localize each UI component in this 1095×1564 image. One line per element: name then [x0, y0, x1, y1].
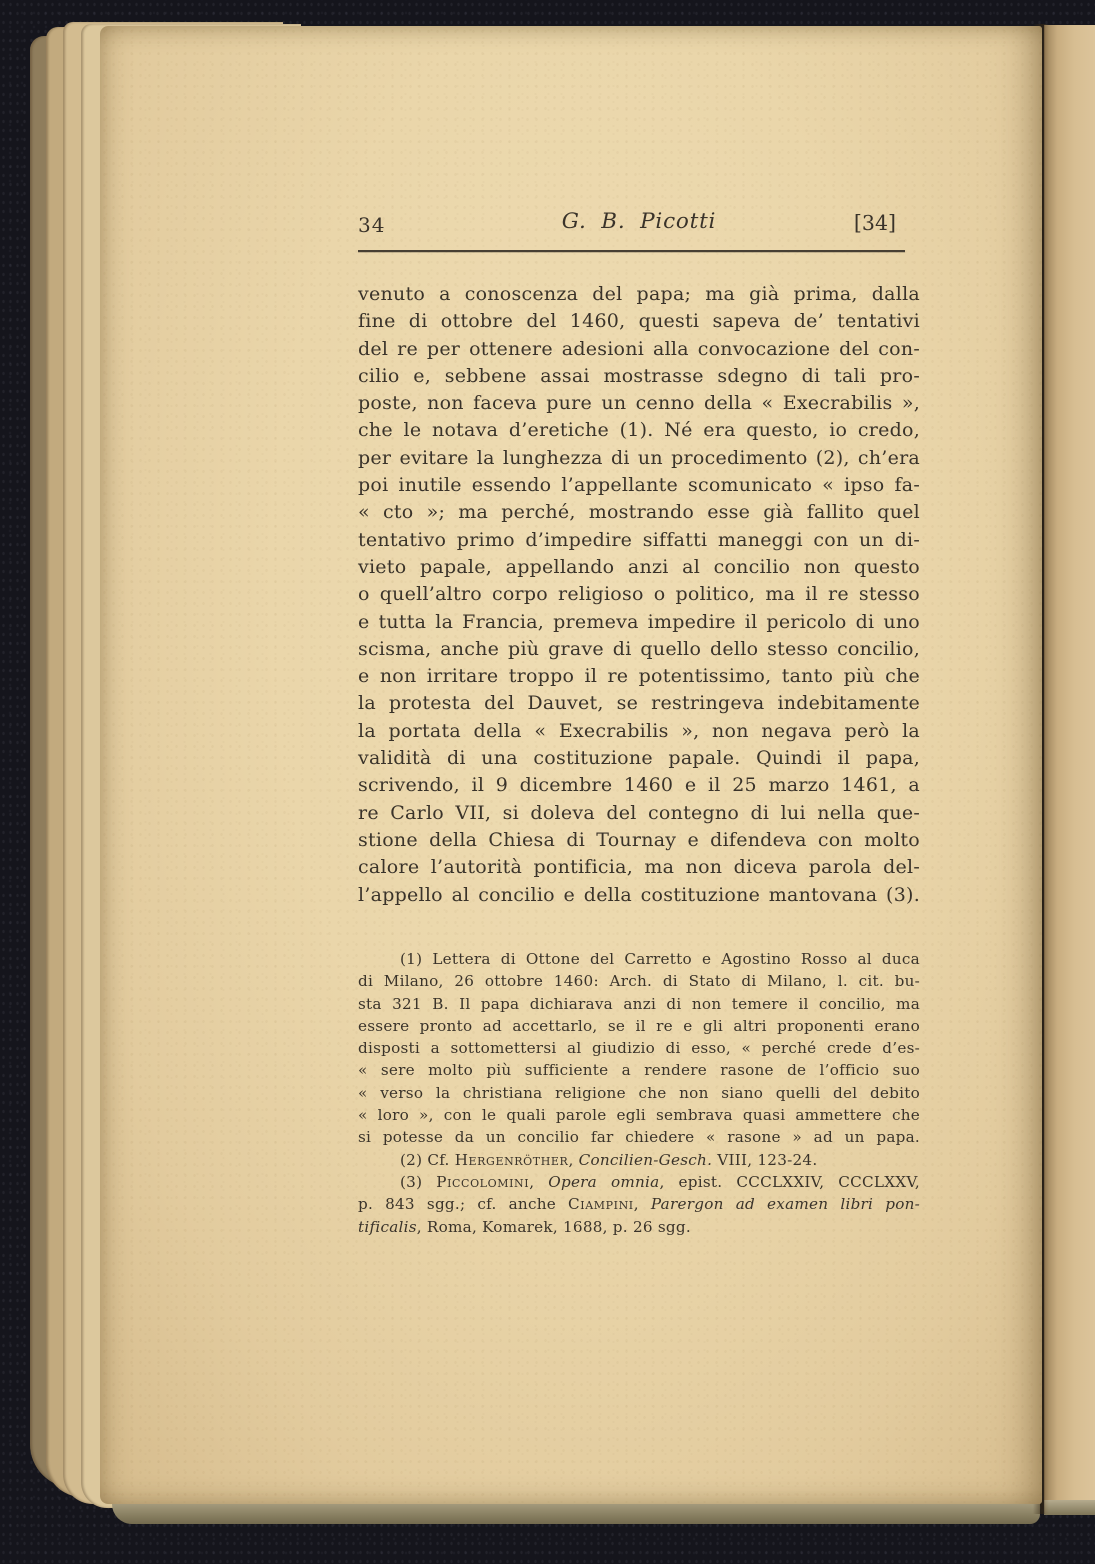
text-segment: ,: [633, 1195, 651, 1214]
text-segment: tentativo primo d’impedire siffatti maneggi con un di-: [358, 528, 920, 551]
text-segment: « loro », con le quali parole egli sembrava quasi ammettere che: [358, 1106, 920, 1125]
facing-page-bottom-edge: [1044, 1500, 1095, 1515]
body-text: [358, 281, 920, 909]
text-segment: re Carlo VII, si doleva del contegno di lui nella que-: [358, 801, 920, 824]
body-line: [358, 336, 920, 363]
text-segment: « sere molto più sufficiente a rendere rasone de l’officio suo: [358, 1061, 920, 1080]
footnote-line: [358, 1126, 920, 1148]
body-line: [358, 827, 920, 854]
text-segment: (2) Cf.: [400, 1150, 455, 1169]
body-line: [358, 445, 920, 472]
text-segment-italic: Concilien-Gesch.: [578, 1150, 713, 1169]
text-segment-italic: Opera omnia: [548, 1172, 660, 1191]
body-line: [358, 690, 920, 717]
footnote-line: [358, 1082, 920, 1104]
text-segment: (1) Lettera di Ottone del Carretto e Agostino Rosso al duca: [400, 950, 920, 968]
text-segment: scisma, anche più grave di quello dello stesso concilio,: [358, 637, 920, 660]
text-segment: p. 843 sgg.; cf. anche: [358, 1195, 569, 1214]
page-number: 34: [358, 213, 386, 237]
text-segment: poi inutile essendo l’appellante scomunicato « ipso fa-: [358, 474, 920, 497]
body-line: [358, 472, 920, 499]
footnote-line: [358, 1104, 920, 1126]
text-segment: essere pronto ad accettarlo, se il re e gli altri proponenti erano: [358, 1016, 920, 1035]
text-segment: (3): [400, 1172, 437, 1191]
body-line: [358, 745, 920, 772]
text-segment: si potesse da un concilio far chiedere « rasone » ad un papa.: [358, 1128, 920, 1147]
footnote-line: [358, 1015, 920, 1037]
text-segment: del re per ottenere adesioni alla convocazione del con-: [358, 337, 920, 360]
text-segment: sta 321 B. Il papa dichiarava anzi di non temere il concilio, ma: [358, 994, 920, 1013]
body-line: [358, 854, 920, 881]
footnote-line: [358, 1193, 920, 1215]
text-segment: vieto papale, appellando anzi al concilio non questo: [358, 555, 920, 578]
body-line: [358, 718, 920, 745]
text-segment: la protesta del Dauvet, se restringeva indebitamente: [358, 692, 920, 715]
text-segment: ,: [529, 1172, 549, 1191]
text-segment: validità di una costituzione papale. Quindi il papa,: [358, 747, 920, 770]
body-line: [358, 882, 920, 909]
page-header: [358, 208, 920, 242]
text-segment: che le notava d’eretiche (1). Né era questo, io credo,: [358, 419, 920, 442]
body-line: [358, 308, 920, 335]
text-segment-smallcaps: Piccolomini: [436, 1172, 530, 1191]
body-line: [358, 499, 920, 526]
text-segment: o quell’altro corpo religioso o politico, ma il re stesso: [358, 583, 920, 606]
text-segment: per evitare la lunghezza di un procedimento (2), ch’era: [358, 446, 920, 469]
body-line: [358, 554, 920, 581]
text-segment-smallcaps: Hergenröther: [454, 1150, 569, 1169]
body-line: [358, 772, 920, 799]
body-line: [358, 417, 920, 444]
footnotes: [358, 948, 920, 1238]
facing-page-edge: [1044, 25, 1095, 1507]
running-title: G. B. Picotti: [561, 209, 717, 234]
body-line: [358, 581, 920, 608]
footnote-line: [358, 1171, 920, 1193]
body-line: [358, 800, 920, 827]
footnote-line: [358, 1059, 920, 1081]
text-segment: stione della Chiesa di Tournay e difendeva con molto: [358, 828, 920, 851]
body-line: [358, 281, 920, 308]
footnote-line: [358, 993, 920, 1015]
footnote-line: [358, 1037, 920, 1059]
body-line: [358, 390, 920, 417]
text-segment: calore l’autorità pontificia, ma non diceva parola del-: [358, 856, 920, 879]
body-line: [358, 363, 920, 390]
footnote-line: [358, 1216, 920, 1238]
text-segment-italic: tificalis: [358, 1217, 417, 1236]
text-segment: e tutta la Francia, premeva impedire il pericolo di uno: [358, 610, 920, 633]
text-segment-italic: Parergon ad examen libri pon-: [650, 1195, 921, 1214]
text-segment: scrivendo, il 9 dicembre 1460 e il 25 marzo 1461, a: [358, 774, 920, 797]
text-segment: di Milano, 26 ottobre 1460: Arch. di Stato di Milano, l. cit. bu-: [358, 972, 920, 991]
body-line: [358, 527, 920, 554]
text-segment: , Roma, Komarek, 1688, p. 26 sgg.: [416, 1217, 691, 1236]
text-segment-smallcaps: Ciampini: [568, 1195, 634, 1214]
text-segment: disposti a sottomettersi al giudizio di esso, « perché crede d’es-: [358, 1039, 920, 1058]
footnote-line: [358, 970, 920, 992]
text-segment: fine di ottobre del 1460, questi sapeva de’ tentativi: [358, 310, 920, 333]
footnote-line: [358, 1149, 920, 1171]
text-segment: poste, non faceva pure un cenno della « Execrabilis »,: [358, 392, 920, 415]
text-segment: « verso la christiana religione che non siano quelli del debito: [358, 1083, 920, 1102]
body-line: [358, 609, 920, 636]
column-reference-number: [34]: [853, 211, 896, 235]
text-segment: venuto a conoscenza del papa; ma già prima, dalla: [358, 283, 920, 305]
header-rule: [358, 250, 905, 252]
text-segment: e non irritare troppo il re potentissimo, tanto più che: [358, 665, 920, 688]
footnote-line: [358, 948, 920, 970]
text-segment: VIII, 123-24.: [712, 1150, 818, 1169]
text-segment: la portata della « Execrabilis », non negava però la: [358, 719, 920, 742]
text-segment: l’appello al concilio e della costituzione mantovana (3).: [358, 883, 920, 906]
body-line: [358, 636, 920, 663]
text-segment: cilio e, sebbene assai mostrasse sdegno di tali pro-: [358, 364, 920, 387]
book-page: [100, 26, 1042, 1504]
body-line: [358, 663, 920, 690]
text-segment: « cto »; ma perché, mostrando esse già fallito quel: [358, 501, 920, 524]
text-segment: ,: [568, 1150, 579, 1169]
text-segment: , epist. CCCLXXIV, CCCLXXV,: [659, 1172, 921, 1191]
